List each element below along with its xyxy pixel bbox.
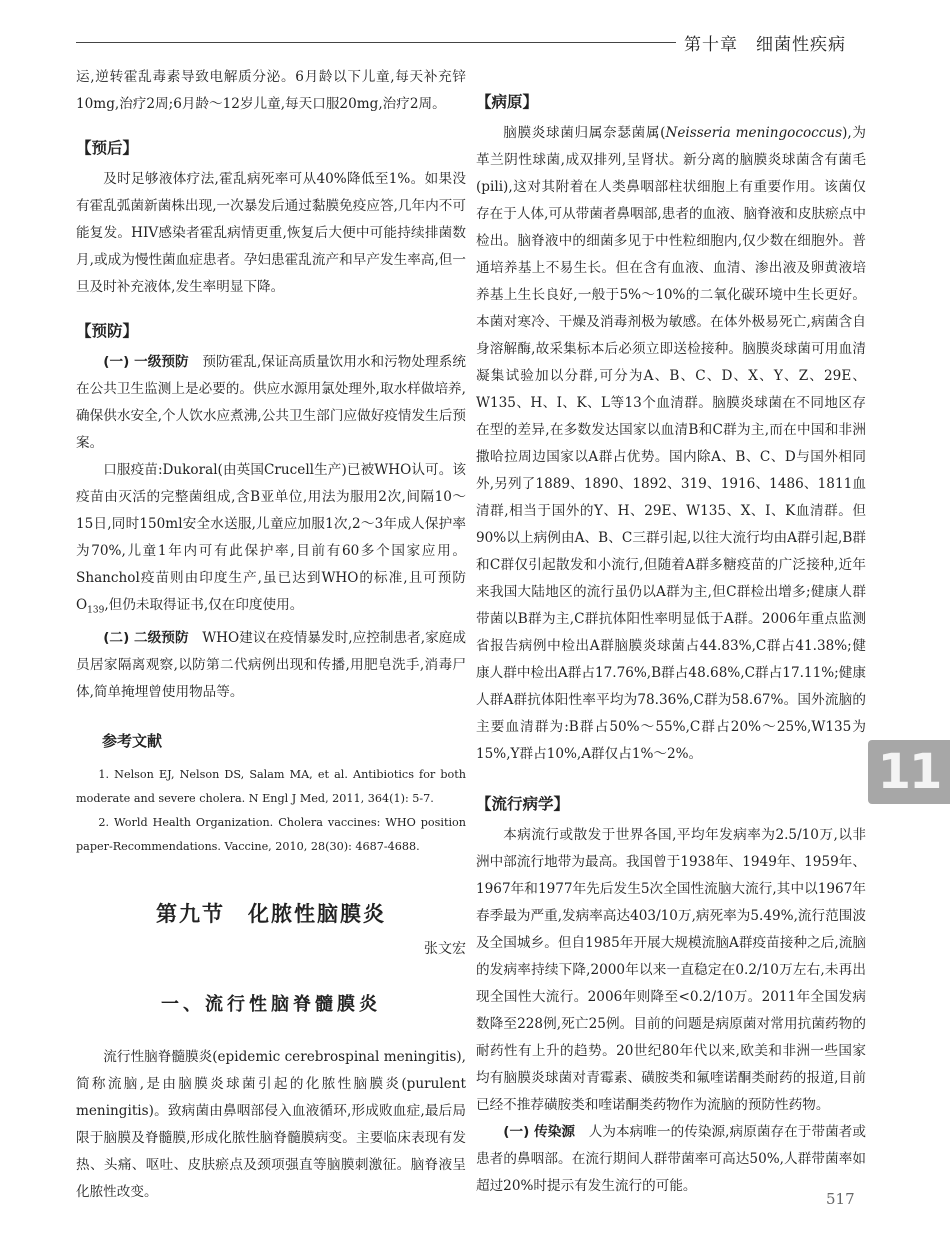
reference-item: 2. World Health Organization. Cholera vaccines: WHO position paper-Recommendations. Vaccine, 2010, 28(30): 4687-4688. [76,815,466,853]
vaccine-text-a: 口服疫苗:Dukoral(由英国Crucell生产)已被WHO认可。该疫苗由灭活的完整菌组成,含B亚单位,用法为服用2次,间隔10～15日,同时150ml安全水送服,儿童应加服1次,2～3年成人保护率为70%,儿童1年内可有此保护率,目前有60多个国家应用。Shanchol疫苗则由印度生产,虽已达到WHO的标准,且可预防O [76,462,466,613]
vaccine-text-b: ,但仍未取得证书,仅在印度使用。 [104,597,304,613]
intro-paragraph: 运,逆转霍乱毒素导致电解质分泌。6月龄以下儿童,每天补充锌10mg,治疗2周;6月龄～12岁儿童,每天口服20mg,治疗2周。 [76,69,466,112]
chapter-running-title: 第十章 细菌性疾病 [684,35,846,55]
meningitis-intro-paragraph: 流行性脑脊髓膜炎(epidemic cerebrospinal meningitis),简称流脑,是由脑膜炎球菌引起的化脓性脑膜炎(purulent meningitis)。致病菌由鼻咽部侵入血液循环,形成败血症,最后局限于脑膜及脊髓膜,形成化脓性脑脊髓膜病变。主要临床表现有发热、头痛、呕吐、皮肤瘀点及颈项强直等脑膜刺激征。脑脊液呈化脓性改变。 [76,1048,466,1200]
infection-source-paragraph [476,1119,866,1200]
subsection-heading: 一、流行性脑脊髓膜炎 [161,993,381,1015]
primary-prevention-label: (一) 一级预防 [103,354,189,370]
page-number: 517 [826,1190,855,1208]
references-list [76,763,466,859]
primary-prevention-text: 预防霍乱,保证高质量饮用水和污物处理系统在公共卫生监测上是必要的。供应水源用氯处理外,取水样做培养,确保供水安全,个人饮水应煮沸,公共卫生部门应做好疫情发生后预案。 [76,354,466,451]
infection-source-label: (一) 传染源 [503,1124,576,1140]
header-rule [76,42,676,43]
chapter-thumb-tab: 11 [868,740,950,804]
secondary-prevention-label: (二) 二级预防 [103,629,189,646]
prognosis-paragraph: 及时足够液体疗法,霍乱病死率可从40%降低至1%。如果没有霍乱弧菌新菌株出现,一次暴发后通过黏膜免疫应答,几年内不可能复发。HIV感染者霍乱病情更重,恢复后大便中可能持续排菌数月,或成为慢性菌血症患者。孕妇患霍乱流产和早产发生率高,但一旦及时补充液体,发生率明显下降。 [76,171,466,295]
etiology-heading: 【病原】 [476,93,539,111]
secondary-prevention-paragraph [76,625,466,706]
left-column [76,64,466,1206]
epidemiology-paragraph: 本病流行或散发于世界各国,平均年发病率为2.5/10万,以非洲中部流行地带为最高。我国曾于1938年、1949年、1959年、1967年和1977年先后发生5次全国性流脑大流行,其中以1967年春季最为严重,发病率高达403/10万,病死率为5.49%,流行范围波及全国城乡。但自1985年开展大规模流脑A群疫苗接种之后,流脑的发病率持续下降,2000年以来一直稳定在0.2/10万左右,未再出现全国性大流行。2006年则降至<0.2/10万。2011年全国发病数降至228例,死亡25例。目前的问题是病原菌对常用抗菌药物的耐药性有上升的趋势。20世纪80年代以来,欧美和非洲一些国家均有脑膜炎球菌对青霉素、磺胺类和氟喹诺酮类耐药的报道,目前已经不推荐磺胺类和喹诺酮类药物作为流脑的预防性药物。 [476,827,866,1113]
reference-item: 1. Nelson EJ, Nelson DS, Salam MA, et al. Antibiotics for both moderate and severe cholera. N Engl J Med, 2011, 364(1): 5-7. [76,767,466,805]
section-title: 第九节 化脓性脑膜炎 [156,901,386,926]
vaccine-paragraph [76,457,466,625]
epidemiology-heading: 【流行病学】 [476,795,570,813]
author-name: 张文宏 [424,940,466,957]
right-column [476,64,866,1200]
infection-source-text: 人为本病唯一的传染源,病原菌存在于带菌者或患者的鼻咽部。在流行期间人群带菌率可高达50%,人群带菌率如超过20%时提示有发生流行的可能。 [476,1124,866,1194]
etiology-text-a: 脑膜炎球菌归属奈瑟菌属( [503,125,666,141]
references-heading: 参考文献 [102,731,163,750]
primary-prevention-paragraph [76,349,466,457]
secondary-prevention-text: WHO建议在疫情暴发时,应控制患者,家庭成员居家隔离观察,以防第二代病例出现和传播,用肥皂洗手,消毒尸体,简单掩埋曾使用物品等。 [76,629,466,700]
etiology-text-b: ),为革兰阴性球菌,成双排列,呈肾状。新分离的脑膜炎球菌含有菌毛(pili),这对其附着在人类鼻咽部柱状细胞上有重要作用。该菌仅存在于人体,可从带菌者鼻咽部,患者的血液、脑脊液和皮肤瘀点中检出。脑脊液中的细菌多见于中性粒细胞内,仅少数在细胞外。普通培养基上不易生长。但在含有血液、血清、渗出液及卵黄液培养基上生长良好,一般于5%～10%的二氧化碳环境中生长更好。本菌对寒冷、干燥及消毒剂极为敏感。在体外极易死亡,病菌含自身溶解酶,故采集标本后必须立即送检接种。脑膜炎球菌可用血清凝集试验加以分群,可分为A、B、C、D、X、Y、Z、29E、W135、H、I、K、L等13个血清群。脑膜炎球菌在不同地区存在型的差异,在多数发达国家以血清B和C群为主,而在中国和非洲撒哈拉周边国家以A群占优势。国内除A、B、C、D与国外相同外,另列了1889、1890、1892、319、1916、1486、1811血清群,相当于国外的Y、H、29E、W135、X、I、K血清群。但90%以上病例由A、B、C三群引起,以往大流行均由A群引起,B群和C群仅引起散发和小流行,但随着A群多糖疫苗的广泛接种,近年来我国大陆地区的流行虽仍以A群为主,但C群检出增多;健康人群带菌以B群为主,C群抗体阳性率明显低于A群。2006年重点监测省报告病例中检出A群脑膜炎球菌占44.83%,C群占41.38%;健康人群中检出A群占17.76%,B群占48.68%,C群占17.11%;健康人群A群抗体阳性率平均为78.36%,C群为58.67%。国外流脑的主要血清群为:B群占50%～55%,C群占20%～25%,W135为15%,Y群占10%,A群仅占1%～2%。 [476,125,867,762]
etiology-latin-name: Neisseria meningococcus [665,125,843,141]
prevention-heading: 【预防】 [76,322,139,340]
vaccine-serogroup-subscript: 139 [87,605,105,616]
prognosis-heading: 【预后】 [76,139,139,157]
etiology-paragraph [476,120,866,768]
